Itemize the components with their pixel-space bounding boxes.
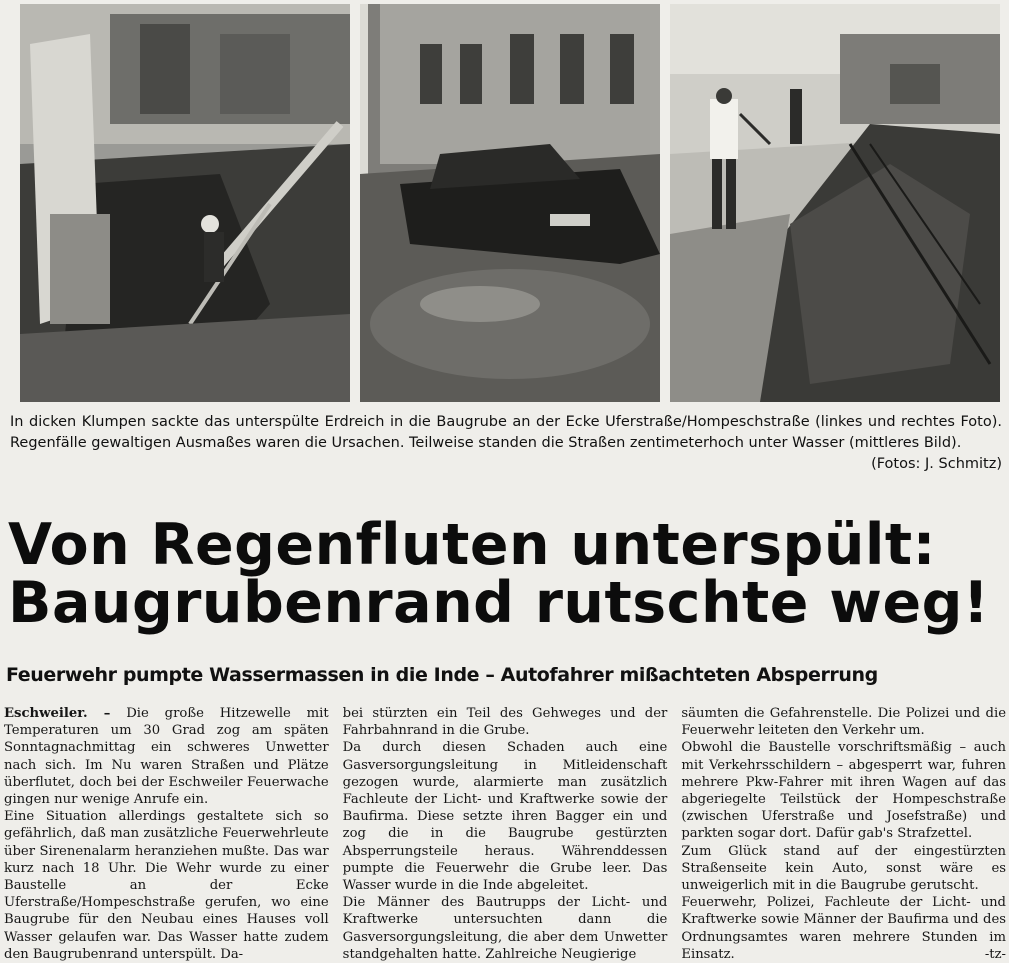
- paragraph: Feuerwehr, Polizei, Fachleute der Licht- und Kraftwerke sowie Männer der Baufirma und des Ordnungsamtes waren mehrere Stunden im Einsatz. -tz-: [681, 895, 1007, 962]
- headline-line-1: Von Regenfluten unterspült:: [8, 512, 936, 578]
- headline: [8, 512, 1004, 636]
- paragraph: säumten die Gefahrenstelle. Die Polizei und die Feuerwehr leiteten den Verkehr um.: [681, 706, 1007, 739]
- photo-strip: [20, 4, 1000, 402]
- article-column-1: [4, 705, 329, 960]
- subheadline: Feuerwehr pumpte Wassermassen in die Inde – Autofahrer mißachteten Absperrung: [6, 664, 878, 686]
- paragraph: Zum Glück stand auf der eingestürzten Straßenseite kein Auto, sonst wäre es unweigerlich mit in die Baugrube gerutscht.: [681, 843, 1007, 894]
- photo-middle-flooded-street: [360, 4, 660, 402]
- paragraph: Die Männer des Bautrupps der Licht- und Kraftwerke untersuchten dann die Gasversorgungsleitung, die aber dem Unwetter standgehalten hatte. Zahlreiche Neugierige: [342, 895, 668, 962]
- headline-line-2: Baugrubenrand rutschte weg!: [8, 570, 990, 636]
- photo-right-collapsed-edge: [670, 4, 1000, 402]
- caption-text: In dicken Klumpen sackte das unterspülte Erdreich in die Baugrube an der Ecke Uferstraße/Hompeschstraße (linkes und rechtes Foto). Regenfälle gewaltigen Ausmaßes waren die Ursachen. Teilweise standen die Straßen zentimeterhoch unter Wasser (mittleres Bild).: [10, 414, 1002, 451]
- photo-left-construction-pit: [20, 4, 350, 402]
- article-column-2: [343, 705, 668, 960]
- paragraph: Eschweiler. – Die große Hitzewelle mit Temperaturen um 30 Grad zog am späten Sonntagnachmittag ein schweres Unwetter nach sich. Im Nu waren Straßen und Plätze überflutet, doch bei der Eschweiler Feuerwache gingen nur wenige Anrufe ein.: [4, 706, 329, 808]
- article-body: [4, 705, 1006, 960]
- photo-caption: [10, 412, 1002, 475]
- dateline: Eschweiler. –: [4, 706, 111, 721]
- photo-left-image: [20, 4, 350, 402]
- paragraph: Eine Situation allerdings gestaltete sich so gefährlich, daß man zusätzliche Feuerwehrleute über Sirenenalarm heranziehen mußte. Das war kurz nach 18 Uhr. Die Wehr wurde zu einer Baustelle an der Ecke Uferstraße/Hompeschstraße gerufen, wo eine Baugrube für den Neubau eines Hauses voll Wasser gelaufen war. Das Wasser hatte zudem den Baugrubenrand unterspült. Da-: [4, 809, 329, 962]
- article-column-3: [681, 705, 1006, 960]
- paragraph: Da durch diesen Schaden auch eine Gasversorgungsleitung in Mitleidenschaft gezogen wurde, alarmierte man zusätzlich Fachleute der Licht- und Kraftwerke sowie der Baufirma. Diese setzte ihren Bagger ein und zog die in die Baugrube gestürzten Absperrungsteile heraus. Währenddessen pumpte die Feuerwehr die Grube leer. Das Wasser wurde in die Inde abgeleitet.: [342, 740, 668, 894]
- paragraph: bei stürzten ein Teil des Gehweges und der Fahrbahnrand in die Grube.: [342, 706, 668, 739]
- photo-middle-image: [360, 4, 660, 402]
- paragraph: Obwohl die Baustelle vorschriftsmäßig – auch mit Verkehrsschildern – abgesperrt war, fuhren mehrere Pkw-Fahrer mit ihren Wagen auf das abgeriegelte Teilstück der Hompeschstraße (zwischen Uferstraße und Josefstraße) und parkten sogar dort. Dafür gab's Strafzettel.: [681, 740, 1007, 842]
- photo-credit: (Fotos: J. Schmitz): [871, 456, 1002, 472]
- photo-right-image: [670, 4, 1000, 402]
- author-signature: -tz-: [984, 946, 1007, 962]
